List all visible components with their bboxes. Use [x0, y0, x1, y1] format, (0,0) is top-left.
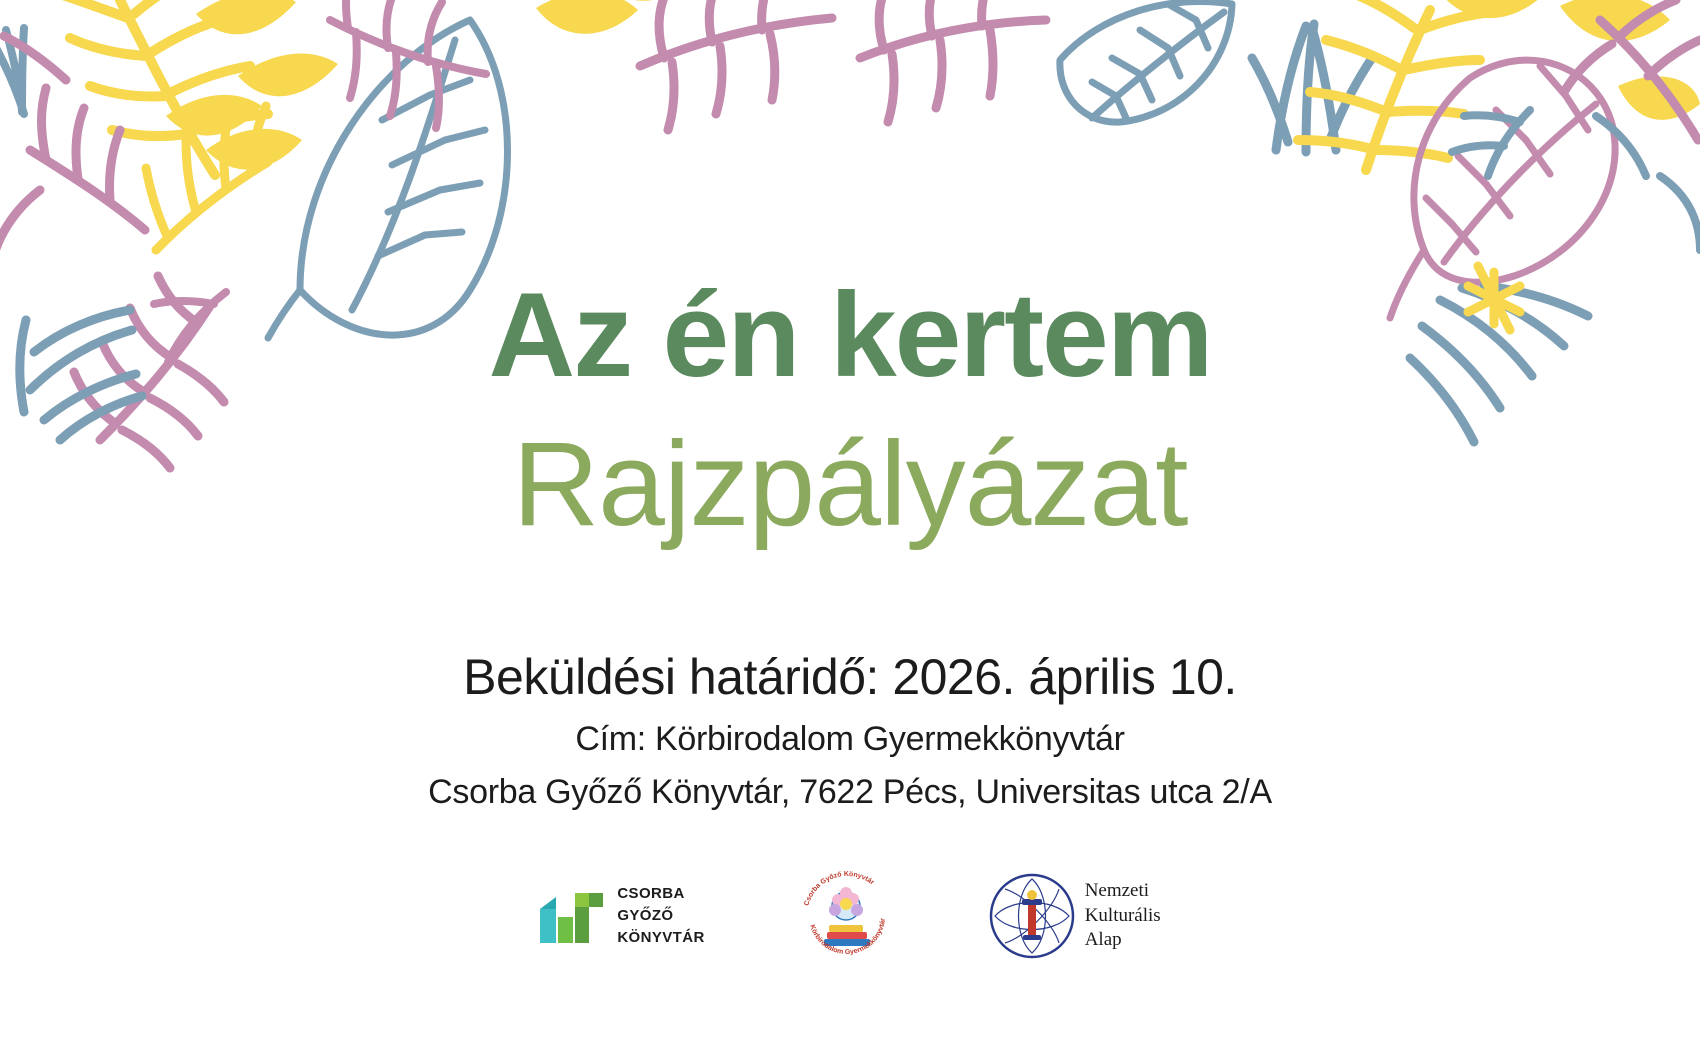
nka-wordmark	[1085, 879, 1161, 953]
library-mark-icon	[539, 887, 605, 945]
leaf-yellow-blob-icon	[166, 0, 338, 170]
nka-badge-icon	[989, 873, 1075, 959]
leaf-pink-twin-icon	[0, 36, 66, 262]
deadline-text: Beküldési határidő: 2026. április 10.	[463, 649, 1237, 705]
leaf-yellow-fern-right-icon	[1298, 0, 1494, 170]
csorba-gyozo-konyvtar-logo	[539, 883, 704, 948]
leaf-blue-small-right-icon	[1596, 116, 1700, 250]
nka-wordmark-line-1: Nemzeti	[1084, 879, 1150, 901]
leaf-pink-sprig-right-icon	[1564, 0, 1700, 140]
leaf-pink-sprig-center2-icon	[860, 0, 1046, 122]
nka-wordmark-line-3: Alap	[1084, 929, 1122, 951]
leaf-blue-grass-left-icon	[0, 28, 24, 114]
leaf-pink-branch-top-icon	[330, 0, 486, 128]
leaf-yellow-blob-left-icon	[536, 0, 692, 34]
address-line-1: Cím: Körbirodalom Gyermekkönyvtár	[575, 720, 1125, 758]
title-block	[0, 268, 1700, 552]
details-block	[0, 648, 1700, 812]
page-subtitle: Rajzpályázat	[512, 417, 1188, 552]
leaf-yellow-fern-icon	[60, 0, 268, 175]
library-wordmark-line-3: KÖNYVTÁR	[617, 928, 705, 946]
leaf-pink-sprig-left-icon	[30, 88, 145, 230]
address-line-2: Csorba Győző Könyvtár, 7622 Pécs, Universitas utca 2/A	[428, 773, 1272, 811]
page-title: Az én kertem	[488, 268, 1212, 402]
leaf-blue-sprig-icon	[1452, 110, 1530, 176]
nemzeti-kulturalis-alap-logo	[989, 873, 1161, 959]
leaf-blue-grass-right-icon	[1252, 24, 1372, 152]
korbirodalom-gyermekkonyvtar-logo	[793, 862, 901, 970]
leaf-yellow-blob-right-icon	[1432, 0, 1700, 120]
leaf-yellow-sprig-icon	[146, 106, 268, 250]
library-wordmark	[617, 883, 704, 948]
leaf-pink-sprig-center-icon	[640, 0, 832, 130]
nka-wordmark-line-2: Kulturális	[1084, 904, 1161, 926]
logo-row	[0, 862, 1700, 970]
library-wordmark-line-2: GYŐZŐ	[617, 907, 674, 925]
korbirodalom-ring-bottom: Körbirodalom Gyermekkönyvtár	[807, 917, 887, 957]
library-wordmark-line-1: CSORBA	[617, 885, 685, 903]
leaf-blue-mid-icon	[1060, 1, 1232, 122]
korbirodalom-ring-top: Csorba Győző Könyvtár	[803, 870, 875, 907]
